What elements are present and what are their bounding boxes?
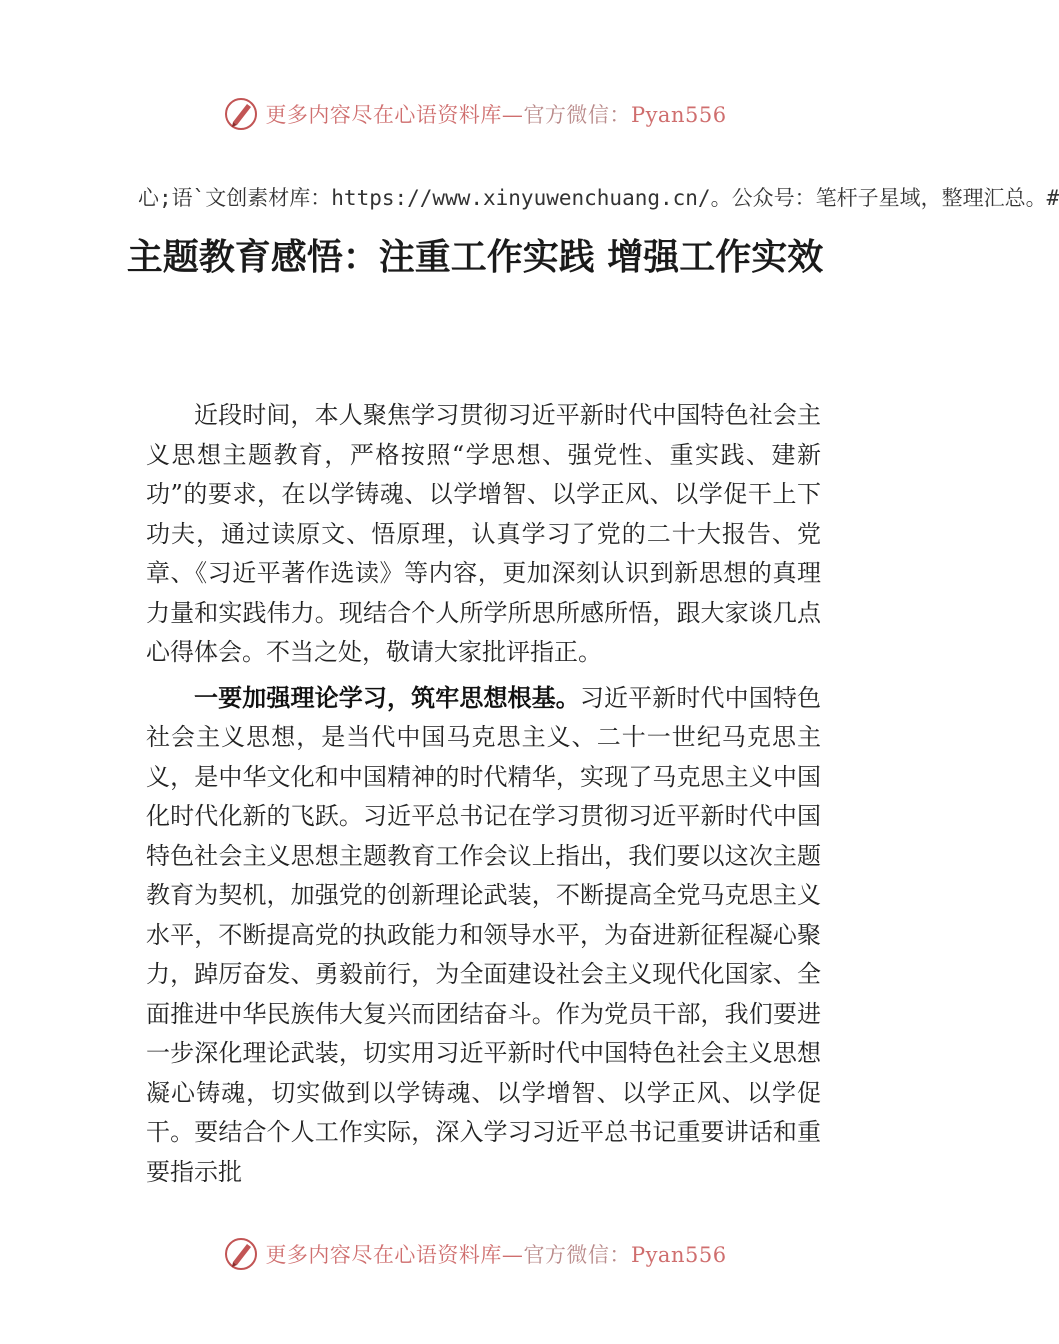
- paragraph-point-one: 一要加强理论学习，筑牢思想根基。习近平新时代中国特色社会主义思想，是当代中国马克思主义、二十一世纪马克思主义，是中华文化和中国精神的时代精华，实现了马克思主义中国化时代化新的飞跃。习近平总书记在学习贯彻习近平新时代中国特色社会主义思想主题教育工作会议上指出，我们要以这次主题教育为契机，加强党的创新理论武装，不断提高全党马克思主义水平，不断提高党的执政能力和领导水平，为奋进新征程凝心聚力，踔厉奋发、勇毅前行，为全面建设社会主义现代化国家、全面推进中华民族伟大复兴而团结奋斗。作为党员干部，我们要进一步深化理论武装，切实用习近平新时代中国特色社会主义思想凝心铸魂，切实做到以学铸魂、以学增智、以学正风、以学促干。要结合个人工作实际，深入学习习近平总书记重要讲话和重要指示批: [146, 683, 822, 1186]
- source-line: 心;语`文创素材库：https://www.xinyuwenchuang.cn/。公众号：笔杆子星域，整理汇总。#: [138, 186, 1059, 210]
- article-body: [146, 396, 821, 1198]
- watermark-header: [0, 92, 950, 136]
- pen-logo-icon: [223, 1236, 259, 1272]
- watermark-text: 更多内容尽在心语资料库—官方微信：Pyan556: [265, 103, 727, 127]
- watermark-text: 更多内容尽在心语资料库—官方微信：Pyan556: [265, 1243, 727, 1267]
- paragraph-intro: 近段时间，本人聚焦学习贯彻习近平新时代中国特色社会主义思想主题教育，严格按照“学思想、强党性、重实践、建新功”的要求，在以学铸魂、以学增智、以学正风、以学促干上下功夫，通过读原文、悟原理，认真学习了党的二十大报告、党章、《习近平著作选读》等内容，更加深刻认识到新思想的真理力量和实践伟力。现结合个人所学所思所感所悟，跟大家谈几点心得体会。不当之处，敬请大家批评指正。: [146, 401, 821, 666]
- pen-logo-icon: [223, 96, 259, 132]
- watermark-footer: [0, 1232, 950, 1276]
- paragraph-lead: 一要加强理论学习，筑牢思想根基。: [194, 683, 580, 712]
- page-title: 主题教育感悟：注重工作实践 增强工作实效: [126, 236, 824, 278]
